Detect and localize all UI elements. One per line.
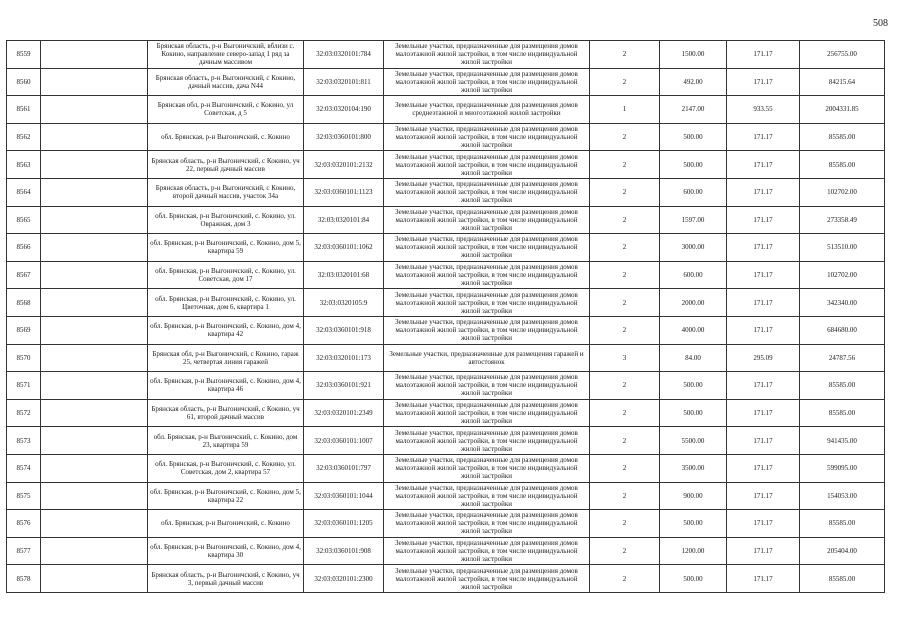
address-cell: обл. Брянская, р-н Выгоничский, с. Кокино, дом 5, квартира 22 — [148, 482, 304, 510]
area-cell: 2147.00 — [660, 96, 727, 124]
table-row — [7, 482, 885, 510]
land-category-cell: Земельные участки, предназначенные для размещения домов малоэтажной жилой застройки, в том числе индивидуальной жилой застройки — [384, 151, 590, 179]
cadastral-value-cell: 85585.00 — [800, 123, 885, 151]
cadastral-value-cell: 342340.00 — [800, 289, 885, 317]
cadastral-value-cell: 85585.00 — [800, 151, 885, 179]
spacer-cell — [41, 289, 148, 317]
row-number-cell: 8569 — [7, 316, 41, 344]
land-category-cell: Земельные участки, предназначенные для размещения домов малоэтажной жилой застройки, в том числе индивидуальной жилой застройки — [384, 537, 590, 565]
area-cell: 1597.00 — [660, 206, 727, 234]
land-category-cell: Земельные участки, предназначенные для размещения домов малоэтажной жилой застройки, в том числе индивидуальной жилой застройки — [384, 454, 590, 482]
spacer-cell — [41, 510, 148, 538]
cadastral-number-cell: 32:03:0360101:918 — [304, 316, 384, 344]
cadastral-number-cell: 32:03:0320101:2349 — [304, 399, 384, 427]
area-cell: 2000.00 — [660, 289, 727, 317]
row-number-cell: 8568 — [7, 289, 41, 317]
specific-value-cell: 171.17 — [727, 565, 800, 593]
cadastral-number-cell: 32:03:0360101:1062 — [304, 234, 384, 262]
spacer-cell — [41, 344, 148, 372]
area-cell: 3000.00 — [660, 234, 727, 262]
address-cell: Брянская область, р-н Выгоничский, с Кокино, дачный массив, дача N44 — [148, 68, 304, 96]
row-number-cell: 8570 — [7, 344, 41, 372]
specific-value-cell: 171.17 — [727, 151, 800, 179]
row-number-cell: 8561 — [7, 96, 41, 124]
table-row — [7, 41, 885, 69]
cadastral-value-cell: 941435.00 — [800, 427, 885, 455]
cadastral-number-cell: 32:03:0360101:800 — [304, 123, 384, 151]
spacer-cell — [41, 482, 148, 510]
area-cell: 900.00 — [660, 482, 727, 510]
group-cell: 2 — [590, 482, 660, 510]
cadastral-number-cell: 32:03:0360101:1007 — [304, 427, 384, 455]
group-cell: 2 — [590, 510, 660, 538]
address-cell: Брянская область, р-н Выгоничский, с Кокино, второй дачный массив, участок 34а — [148, 178, 304, 206]
cadastral-value-cell: 102702.00 — [800, 178, 885, 206]
row-number-cell: 8567 — [7, 261, 41, 289]
specific-value-cell: 171.17 — [727, 427, 800, 455]
row-number-cell: 8576 — [7, 510, 41, 538]
cadastral-value-cell: 84215.64 — [800, 68, 885, 96]
table-row — [7, 96, 885, 124]
spacer-cell — [41, 151, 148, 179]
cadastral-number-cell: 32:03:0360101:797 — [304, 454, 384, 482]
address-cell: обл. Брянская, р-н Выгоничский, с. Кокино, дом 5, квартира 59 — [148, 234, 304, 262]
group-cell: 2 — [590, 537, 660, 565]
cadastral-value-cell: 85585.00 — [800, 510, 885, 538]
cadastral-value-cell: 2004331.85 — [800, 96, 885, 124]
table-row — [7, 206, 885, 234]
address-cell: обл. Брянская, р-н Выгоничский, с. Кокино, ул. Советская, дом 17 — [148, 261, 304, 289]
address-cell: Брянская область, р-н Выгоничский, с Кокино, уч 61, второй дачный массив — [148, 399, 304, 427]
specific-value-cell: 171.17 — [727, 68, 800, 96]
address-cell: обл. Брянская, р-н Выгоничский, с. Кокино, дом 4, квартира 46 — [148, 372, 304, 400]
land-category-cell: Земельные участки, предназначенные для размещения домов малоэтажной жилой застройки, в том числе индивидуальной жилой застройки — [384, 482, 590, 510]
address-cell: Брянская обл, р-н Выгоничский, с Кокино, ул Советская, д 5 — [148, 96, 304, 124]
cadastral-number-cell: 32:03:0320104:190 — [304, 96, 384, 124]
row-number-cell: 8571 — [7, 372, 41, 400]
specific-value-cell: 171.17 — [727, 289, 800, 317]
spacer-cell — [41, 41, 148, 69]
land-category-cell: Земельные участки, предназначенные для размещения домов среднеэтажной и многоэтажной жилой застройки — [384, 96, 590, 124]
specific-value-cell: 171.17 — [727, 399, 800, 427]
specific-value-cell: 171.17 — [727, 178, 800, 206]
table-row — [7, 289, 885, 317]
specific-value-cell: 171.17 — [727, 372, 800, 400]
row-number-cell: 8572 — [7, 399, 41, 427]
cadastral-value-cell: 513510.00 — [800, 234, 885, 262]
cadastral-number-cell: 32:03:0320101:811 — [304, 68, 384, 96]
specific-value-cell: 171.17 — [727, 234, 800, 262]
cadastral-value-cell: 205404.00 — [800, 537, 885, 565]
row-number-cell: 8578 — [7, 565, 41, 593]
specific-value-cell: 295.09 — [727, 344, 800, 372]
address-cell: Брянская обл, р-н Выгоничский, с Кокино, гараж 25, четвертая линия гаражей — [148, 344, 304, 372]
cadastral-number-cell: 32:03:0320101:84 — [304, 206, 384, 234]
spacer-cell — [41, 68, 148, 96]
address-cell: обл. Брянская, р-н Выгоничский, с. Кокино, ул. Советская, дом 2, квартира 57 — [148, 454, 304, 482]
group-cell: 2 — [590, 178, 660, 206]
row-number-cell: 8562 — [7, 123, 41, 151]
group-cell: 2 — [590, 206, 660, 234]
group-cell: 2 — [590, 399, 660, 427]
page-number: 508 — [873, 18, 888, 29]
cadastral-number-cell: 32:03:0320101:68 — [304, 261, 384, 289]
row-number-cell: 8565 — [7, 206, 41, 234]
specific-value-cell: 171.17 — [727, 510, 800, 538]
spacer-cell — [41, 427, 148, 455]
land-category-cell: Земельные участки, предназначенные для размещения домов малоэтажной жилой застройки, в том числе индивидуальной жилой застройки — [384, 261, 590, 289]
land-category-cell: Земельные участки, предназначенные для размещения домов малоэтажной жилой застройки, в том числе индивидуальной жилой застройки — [384, 41, 590, 69]
cadastral-number-cell: 32:03:0320101:784 — [304, 41, 384, 69]
table-row — [7, 372, 885, 400]
row-number-cell: 8560 — [7, 68, 41, 96]
land-category-cell: Земельные участки, предназначенные для размещения домов малоэтажной жилой застройки, в том числе индивидуальной жилой застройки — [384, 565, 590, 593]
address-cell: Брянская область, р-н Выгоничский, вблизи с. Кокино, направление северо-запад 1 ряд за дачным массивом — [148, 41, 304, 69]
land-category-cell: Земельные участки, предназначенные для размещения домов малоэтажной жилой застройки, в том числе индивидуальной жилой застройки — [384, 68, 590, 96]
land-category-cell: Земельные участки, предназначенные для размещения домов малоэтажной жилой застройки, в том числе индивидуальной жилой застройки — [384, 399, 590, 427]
specific-value-cell: 933.55 — [727, 96, 800, 124]
table-row — [7, 454, 885, 482]
specific-value-cell: 171.17 — [727, 537, 800, 565]
group-cell: 3 — [590, 344, 660, 372]
row-number-cell: 8577 — [7, 537, 41, 565]
table-row — [7, 537, 885, 565]
group-cell: 2 — [590, 123, 660, 151]
group-cell: 1 — [590, 96, 660, 124]
land-category-cell: Земельные участки, предназначенные для размещения гаражей и автостоянок — [384, 344, 590, 372]
land-category-cell: Земельные участки, предназначенные для размещения домов малоэтажной жилой застройки, в том числе индивидуальной жилой застройки — [384, 510, 590, 538]
address-cell: обл. Брянская, р-н Выгоничский, с. Кокино — [148, 123, 304, 151]
specific-value-cell: 171.17 — [727, 454, 800, 482]
area-cell: 500.00 — [660, 510, 727, 538]
table-row — [7, 68, 885, 96]
spacer-cell — [41, 206, 148, 234]
cadastral-number-cell: 32:03:0320105:9 — [304, 289, 384, 317]
specific-value-cell: 171.17 — [727, 316, 800, 344]
land-category-cell: Земельные участки, предназначенные для размещения домов малоэтажной жилой застройки, в том числе индивидуальной жилой застройки — [384, 178, 590, 206]
table-row — [7, 261, 885, 289]
group-cell: 2 — [590, 151, 660, 179]
area-cell: 600.00 — [660, 261, 727, 289]
area-cell: 5500.00 — [660, 427, 727, 455]
spacer-cell — [41, 123, 148, 151]
spacer-cell — [41, 565, 148, 593]
area-cell: 500.00 — [660, 372, 727, 400]
spacer-cell — [41, 96, 148, 124]
cadastral-number-cell: 32:03:0320101:173 — [304, 344, 384, 372]
table-row — [7, 151, 885, 179]
row-number-cell: 8566 — [7, 234, 41, 262]
cadastral-value-cell: 256755.00 — [800, 41, 885, 69]
table-row — [7, 178, 885, 206]
specific-value-cell: 171.17 — [727, 482, 800, 510]
land-category-cell: Земельные участки, предназначенные для размещения домов малоэтажной жилой застройки, в том числе индивидуальной жилой застройки — [384, 316, 590, 344]
group-cell: 2 — [590, 565, 660, 593]
specific-value-cell: 171.17 — [727, 206, 800, 234]
table-row — [7, 316, 885, 344]
group-cell: 2 — [590, 427, 660, 455]
address-cell: обл. Брянская, р-н Выгоничский, с. Кокино, ул. Цветочная, дом 6, квартира 1 — [148, 289, 304, 317]
area-cell: 500.00 — [660, 399, 727, 427]
address-cell: Брянская область, р-н Выгоничский, с Кокино, уч 3, первый дачный массив — [148, 565, 304, 593]
area-cell: 1500.00 — [660, 41, 727, 69]
specific-value-cell: 171.17 — [727, 261, 800, 289]
row-number-cell: 8575 — [7, 482, 41, 510]
table-row — [7, 344, 885, 372]
cadastral-value-cell: 684680.00 — [800, 316, 885, 344]
group-cell: 2 — [590, 289, 660, 317]
address-cell: обл. Брянская, р-н Выгоничский, с. Кокино, ул. Овражная, дом 3 — [148, 206, 304, 234]
cadastral-value-cell: 102702.00 — [800, 261, 885, 289]
group-cell: 2 — [590, 234, 660, 262]
table-row — [7, 123, 885, 151]
cadastral-number-cell: 32:03:0360101:1123 — [304, 178, 384, 206]
group-cell: 2 — [590, 316, 660, 344]
spacer-cell — [41, 537, 148, 565]
row-number-cell: 8564 — [7, 178, 41, 206]
spacer-cell — [41, 372, 148, 400]
area-cell: 500.00 — [660, 123, 727, 151]
row-number-cell: 8563 — [7, 151, 41, 179]
cadastral-number-cell: 32:03:0360101:1205 — [304, 510, 384, 538]
land-category-cell: Земельные участки, предназначенные для размещения домов малоэтажной жилой застройки, в том числе индивидуальной жилой застройки — [384, 123, 590, 151]
land-category-cell: Земельные участки, предназначенные для размещения домов малоэтажной жилой застройки, в том числе индивидуальной жилой застройки — [384, 427, 590, 455]
row-number-cell: 8574 — [7, 454, 41, 482]
group-cell: 2 — [590, 41, 660, 69]
specific-value-cell: 171.17 — [727, 41, 800, 69]
row-number-cell: 8559 — [7, 41, 41, 69]
cadastral-value-table — [6, 40, 885, 593]
land-category-cell: Земельные участки, предназначенные для размещения домов малоэтажной жилой застройки, в том числе индивидуальной жилой застройки — [384, 234, 590, 262]
area-cell: 1200.00 — [660, 537, 727, 565]
cadastral-value-cell: 24787.56 — [800, 344, 885, 372]
cadastral-number-cell: 32:03:0360101:921 — [304, 372, 384, 400]
table-row — [7, 565, 885, 593]
group-cell: 2 — [590, 261, 660, 289]
table-row — [7, 234, 885, 262]
land-category-cell: Земельные участки, предназначенные для размещения домов малоэтажной жилой застройки, в том числе индивидуальной жилой застройки — [384, 372, 590, 400]
land-category-cell: Земельные участки, предназначенные для размещения домов малоэтажной жилой застройки, в том числе индивидуальной жилой застройки — [384, 289, 590, 317]
area-cell: 600.00 — [660, 178, 727, 206]
area-cell: 500.00 — [660, 565, 727, 593]
cadastral-number-cell: 32:03:0360101:908 — [304, 537, 384, 565]
area-cell: 492.00 — [660, 68, 727, 96]
area-cell: 500.00 — [660, 151, 727, 179]
spacer-cell — [41, 316, 148, 344]
specific-value-cell: 171.17 — [727, 123, 800, 151]
group-cell: 2 — [590, 372, 660, 400]
address-cell: обл. Брянская, р-н Выгоничский, с. Кокино, дом 23, квартира 59 — [148, 427, 304, 455]
address-cell: обл. Брянская, р-н Выгоничский, с. Кокино — [148, 510, 304, 538]
cadastral-value-cell: 154053.00 — [800, 482, 885, 510]
cadastral-value-cell: 599095.00 — [800, 454, 885, 482]
row-number-cell: 8573 — [7, 427, 41, 455]
cadastral-number-cell: 32:03:0320101:2132 — [304, 151, 384, 179]
table-row — [7, 427, 885, 455]
cadastral-number-cell: 32:03:0360101:1044 — [304, 482, 384, 510]
group-cell: 2 — [590, 454, 660, 482]
address-cell: обл. Брянская, р-н Выгоничский, с. Кокино, дом 4, квартира 42 — [148, 316, 304, 344]
cadastral-number-cell: 32:03:0320101:2300 — [304, 565, 384, 593]
table-row — [7, 399, 885, 427]
spacer-cell — [41, 234, 148, 262]
area-cell: 84.00 — [660, 344, 727, 372]
group-cell: 2 — [590, 68, 660, 96]
spacer-cell — [41, 454, 148, 482]
area-cell: 3500.00 — [660, 454, 727, 482]
table-row — [7, 510, 885, 538]
table-body — [7, 41, 885, 593]
spacer-cell — [41, 178, 148, 206]
cadastral-value-cell: 85585.00 — [800, 372, 885, 400]
land-category-cell: Земельные участки, предназначенные для размещения домов малоэтажной жилой застройки, в том числе индивидуальной жилой застройки — [384, 206, 590, 234]
spacer-cell — [41, 261, 148, 289]
cadastral-value-cell: 273358.49 — [800, 206, 885, 234]
address-cell: обл. Брянская, р-н Выгоничский, с. Кокино, дом 4, квартира 30 — [148, 537, 304, 565]
area-cell: 4000.00 — [660, 316, 727, 344]
cadastral-value-cell: 85585.00 — [800, 565, 885, 593]
spacer-cell — [41, 399, 148, 427]
cadastral-value-cell: 85585.00 — [800, 399, 885, 427]
address-cell: Брянская область, р-н Выгоничский, с Кокино, уч 22, первый дачный массив — [148, 151, 304, 179]
